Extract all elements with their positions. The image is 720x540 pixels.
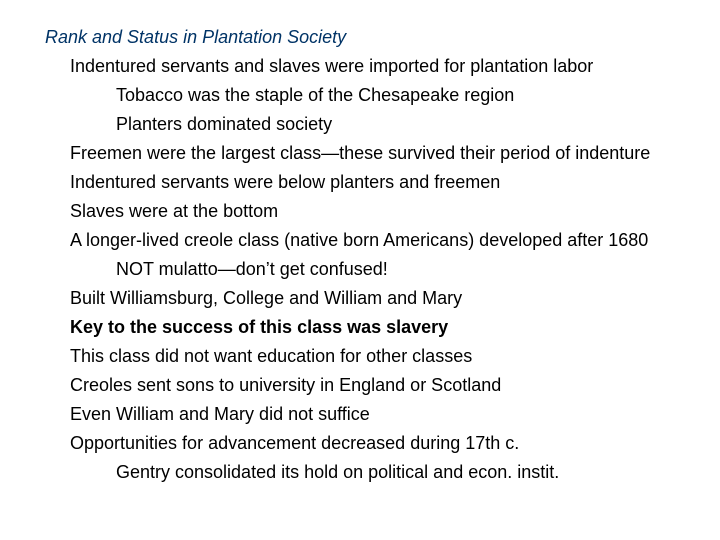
outline-item-emphasis: Key to the success of this class was slavery	[70, 317, 449, 337]
slide-title: Rank and Status in Plantation Society	[45, 27, 347, 47]
outline-item: Slaves were at the bottom	[70, 201, 279, 221]
outline-item: Creoles sent sons to university in England or Scotland	[70, 375, 502, 395]
outline-item: Freemen were the largest class—these survived their period of indenture	[70, 143, 651, 163]
outline-item: Built Williamsburg, College and William and Mary	[70, 288, 463, 308]
outline-item: Indentured servants were below planters and freemen	[70, 172, 501, 192]
outline-subitem: Gentry consolidated its hold on political and econ. instit.	[116, 462, 560, 482]
outline-item: Opportunities for advancement decreased during 17th c.	[70, 433, 520, 453]
outline-subitem: Planters dominated society	[116, 114, 333, 134]
outline-list	[0, 56, 720, 491]
outline-subitem: Tobacco was the staple of the Chesapeake region	[116, 85, 515, 105]
outline-item: A longer-lived creole class (native born Americans) developed after 1680	[70, 230, 649, 250]
outline-item: Even William and Mary did not suffice	[70, 404, 370, 424]
outline-item: This class did not want education for other classes	[70, 346, 473, 366]
outline-item: Indentured servants and slaves were imported for plantation labor	[70, 56, 594, 76]
outline-subitem: NOT mulatto—don’t get confused!	[116, 259, 388, 279]
